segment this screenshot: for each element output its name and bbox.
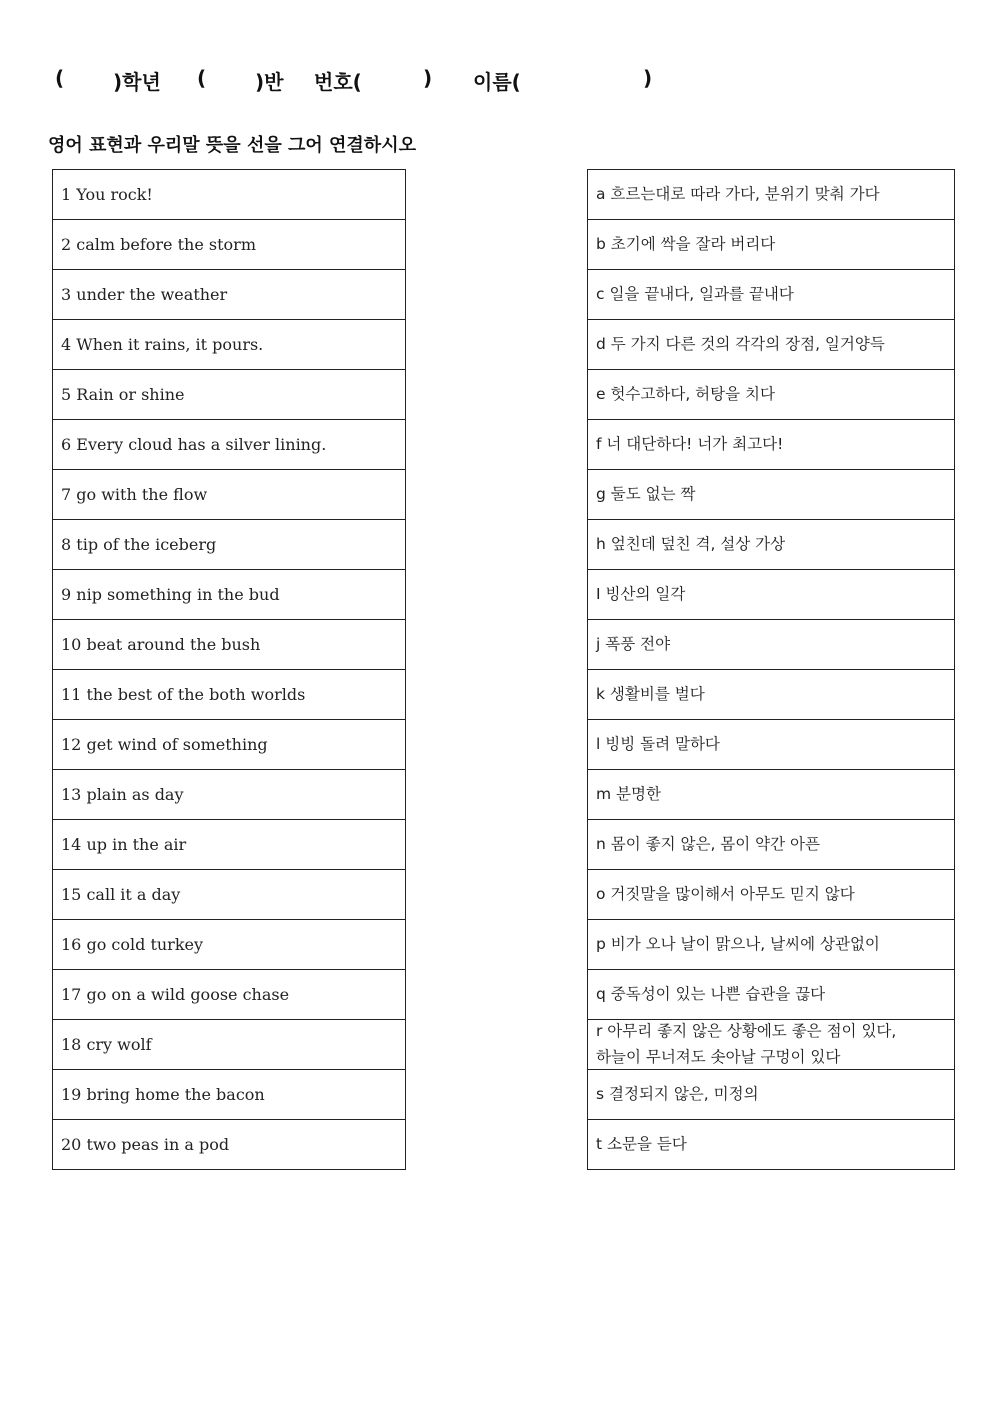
english-expression-row[interactable]: 18 cry wolf [53, 1020, 405, 1070]
english-expression-row[interactable]: 19 bring home the bacon [53, 1070, 405, 1120]
number-close-paren: ) [423, 66, 433, 90]
english-expression-row[interactable]: 1 You rock! [53, 170, 405, 220]
korean-meaning-row[interactable]: n 몸이 좋지 않은, 몸이 약간 아픈 [588, 820, 954, 870]
korean-meaning-row[interactable]: l 빙빙 돌려 말하다 [588, 720, 954, 770]
english-expression-row[interactable]: 12 get wind of something [53, 720, 405, 770]
korean-meaning-row[interactable]: d 두 가지 다른 것의 각각의 장점, 일거양득 [588, 320, 954, 370]
english-expression-row[interactable]: 13 plain as day [53, 770, 405, 820]
korean-meaning-row[interactable]: f 너 대단하다! 너가 최고다! [588, 420, 954, 470]
class-label: )반 [255, 70, 284, 94]
english-expression-row[interactable]: 9 nip something in the bud [53, 570, 405, 620]
instruction-text: 영어 표현과 우리말 뜻을 선을 그어 연결하시오 [48, 135, 416, 156]
english-expression-row[interactable]: 4 When it rains, it pours. [53, 320, 405, 370]
korean-meaning-row[interactable]: I 빙산의 일각 [588, 570, 954, 620]
english-expression-row[interactable]: 16 go cold turkey [53, 920, 405, 970]
korean-meaning-row[interactable]: o 거짓말을 많이해서 아무도 믿지 않다 [588, 870, 954, 920]
korean-meaning-row[interactable]: b 초기에 싹을 잘라 버리다 [588, 220, 954, 270]
number-label: 번호( [314, 70, 362, 94]
english-expression-row[interactable]: 10 beat around the bush [53, 620, 405, 670]
english-expressions-table [52, 169, 406, 1170]
korean-meaning-row[interactable]: e 헛수고하다, 허탕을 치다 [588, 370, 954, 420]
english-expression-row[interactable]: 15 call it a day [53, 870, 405, 920]
korean-meaning-row[interactable]: p 비가 오나 날이 맑으나, 날씨에 상관없이 [588, 920, 954, 970]
english-expression-row[interactable]: 5 Rain or shine [53, 370, 405, 420]
english-expression-row[interactable]: 20 two peas in a pod [61, 1134, 230, 1154]
student-info-header [55, 66, 755, 96]
korean-meaning-row[interactable]: t 소문을 듣다 [596, 1135, 687, 1154]
english-expression-row[interactable]: 14 up in the air [53, 820, 405, 870]
english-expression-row[interactable]: 2 calm before the storm [53, 220, 405, 270]
name-label: 이름( [473, 70, 521, 94]
english-expression-row[interactable]: 8 tip of the iceberg [53, 520, 405, 570]
korean-meaning-row[interactable]: a 흐르는대로 따라 가다, 분위기 맞춰 가다 [588, 170, 954, 220]
korean-meaning-row[interactable]: q 중독성이 있는 나쁜 습관을 끊다 [588, 970, 954, 1020]
english-expression-row[interactable]: 11 the best of the both worlds [53, 670, 405, 720]
korean-meaning-row[interactable]: g 둘도 없는 짝 [588, 470, 954, 520]
grade-open-paren: ( [55, 66, 65, 90]
korean-meanings-table [587, 169, 955, 1170]
korean-meaning-row[interactable]: r 아무리 좋지 않은 상황에도 좋은 점이 있다, 하늘이 무너져도 솟아날 구멍이 있다 [588, 1020, 954, 1070]
english-expression-row[interactable]: 17 go on a wild goose chase [53, 970, 405, 1020]
english-expression-row[interactable]: 7 go with the flow [53, 470, 405, 520]
korean-meaning-row[interactable]: j 폭풍 전야 [588, 620, 954, 670]
korean-meaning-row[interactable]: s 결정되지 않은, 미정의 [588, 1070, 954, 1120]
english-expression-row[interactable]: 6 Every cloud has a silver lining. [53, 420, 405, 470]
korean-meaning-row[interactable]: h 엎친데 덮친 격, 설상 가상 [588, 520, 954, 570]
grade-label: )학년 [113, 70, 161, 94]
english-expression-row[interactable]: 3 under the weather [53, 270, 405, 320]
korean-meaning-row[interactable]: k 생활비를 벌다 [588, 670, 954, 720]
class-open-paren: ( [197, 66, 207, 90]
korean-meaning-row[interactable]: c 일을 끝내다, 일과를 끝내다 [588, 270, 954, 320]
name-close-paren: ) [643, 66, 653, 90]
korean-meaning-row[interactable]: m 분명한 [588, 770, 954, 820]
